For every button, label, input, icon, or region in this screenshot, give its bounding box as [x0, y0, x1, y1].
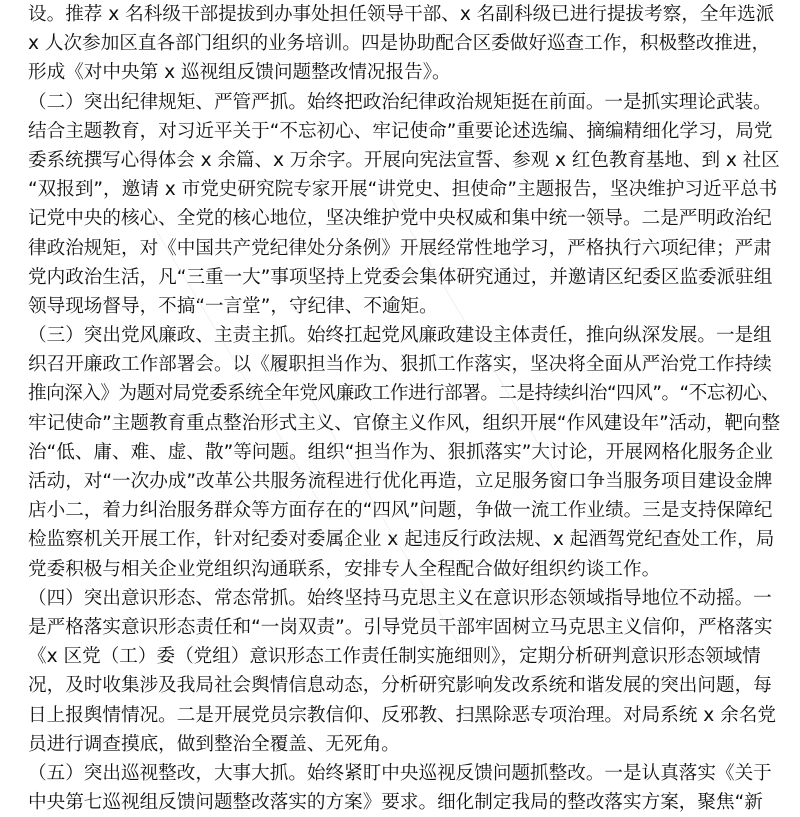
text-line: 店小二，着力纠治服务群众等方面存在的“四风”问题，争做一流工作业绩。三是支持保障纪	[28, 500, 773, 522]
text-line: 形成《对中央第 x 巡视组反馈问题整改情况报告》。	[28, 62, 451, 84]
text-line: 员进行调查摸底，做到整治全覆盖、无死角。	[28, 733, 400, 755]
text-line: 治“低、庸、难、虚、散”等问题。组织“担当作为、狠抓落实”大讨论，开展网格化服务企业	[28, 441, 774, 463]
section-heading-line: （五）突出巡视整改，大事大抓。始终紧盯中央巡视反馈问题抓整改。一是认真落实《关于	[28, 762, 772, 784]
text-line: x 人次参加区直各部门组织的业务培训。四是协助配合区委做好巡查工作，积极整改推进，	[28, 33, 771, 55]
text-line: 日上报舆情情况。二是开展党员宗教信仰、反邪教、扫黑除恶专项治理。对局系统 x 余名党	[28, 704, 776, 726]
text-line: 检监察机关开展工作，针对纪委对委属企业 x 起违反行政法规、x 起酒驾党纪查处工作，局	[28, 529, 775, 551]
text-line: “双报到”，邀请 x 市党史研究院专家开展“讲党史、担使命”主题报告，坚决维护习近平总书	[28, 179, 778, 201]
text-line: 《x 区党（工）委（党组）意识形态工作责任制实施细则》，定期分析研判意识形态领域情	[28, 646, 761, 668]
text-line: 结合主题教育，对习近平关于“不忘初心、牢记使命”重要论述选编、摘编精细化学习，局党	[28, 120, 773, 142]
section-heading-line: （四）突出意识形态、常态常抓。始终坚持马克思主义在意识形态领域指导地位不动摇。一	[28, 587, 772, 609]
text-line: 牢记使命”主题教育重点整治形式主义、官僚主义作风，组织开展“作风建设年”活动，靶向整	[28, 412, 780, 434]
section-heading-line: （三）突出党风廉政、主责主抓。始终扛起党风廉政建设主体责任，推向纵深发展。一是组	[28, 325, 772, 347]
text-line: 党内政治生活，凡“三重一大”事项坚持上党委会集体研究通过，并邀请区纪委区监委派驻组	[28, 266, 773, 288]
text-line: 活动，对“一次办成”改革公共服务流程进行优化再造，立足服务窗口争当服务项目建设金牌	[28, 471, 773, 492]
text-line: 推向深入》为题对局党委系统全年党风廉政工作进行部署。二是持续纠治“四风”。“不忘初心、	[28, 383, 780, 405]
text-line: 设。推荐 x 名科级干部提拔到办事处担任领导干部、x 名副科级已进行提拔考察，全年选派	[28, 4, 775, 25]
document-body	[28, 0, 780, 817]
text-line: 中央第七巡视组反馈问题整改落实的方案》要求。细化制定我局的整改落实方案，聚焦“新	[28, 792, 763, 814]
text-line: 织召开廉政工作部署会。以《履职担当作为、狠抓工作落实，坚决将全面从严治党工作持续	[28, 354, 772, 376]
text-line: 党委积极与相关企业党组织沟通联系，安排专人全程配合做好组织约谈工作。	[28, 558, 661, 580]
text-line: 是严格落实意识形态责任和“一岗双责”。引导党员干部牢固树立马克思主义信仰，严格落实	[28, 616, 773, 638]
text-line: 委系统撰写心得体会 x 余篇、x 万余字。开展向宪法宣誓、参观 x 红色教育基地、到 x 社区	[28, 149, 780, 171]
text-line: 律政治规矩，对《中国共产党纪律处分条例》开展经常性地学习，严格执行六项纪律；严肃	[28, 237, 772, 259]
text-line: 领导现场督导，不搞“一言堂”，守纪律、不逾矩。	[28, 295, 438, 317]
section-heading-line: （二）突出纪律规矩、严管严抓。始终把政治纪律政治规矩挺在前面。一是抓实理论武装。	[28, 91, 772, 113]
text-line: 况，及时收集涉及我局社会舆情信息动态，分析研究影响发改系统和谐发展的突出问题，每	[28, 675, 772, 697]
text-line: 记党中央的核心、全党的核心地位，坚决维护党中央权威和集中统一领导。二是严明政治纪	[28, 208, 772, 230]
